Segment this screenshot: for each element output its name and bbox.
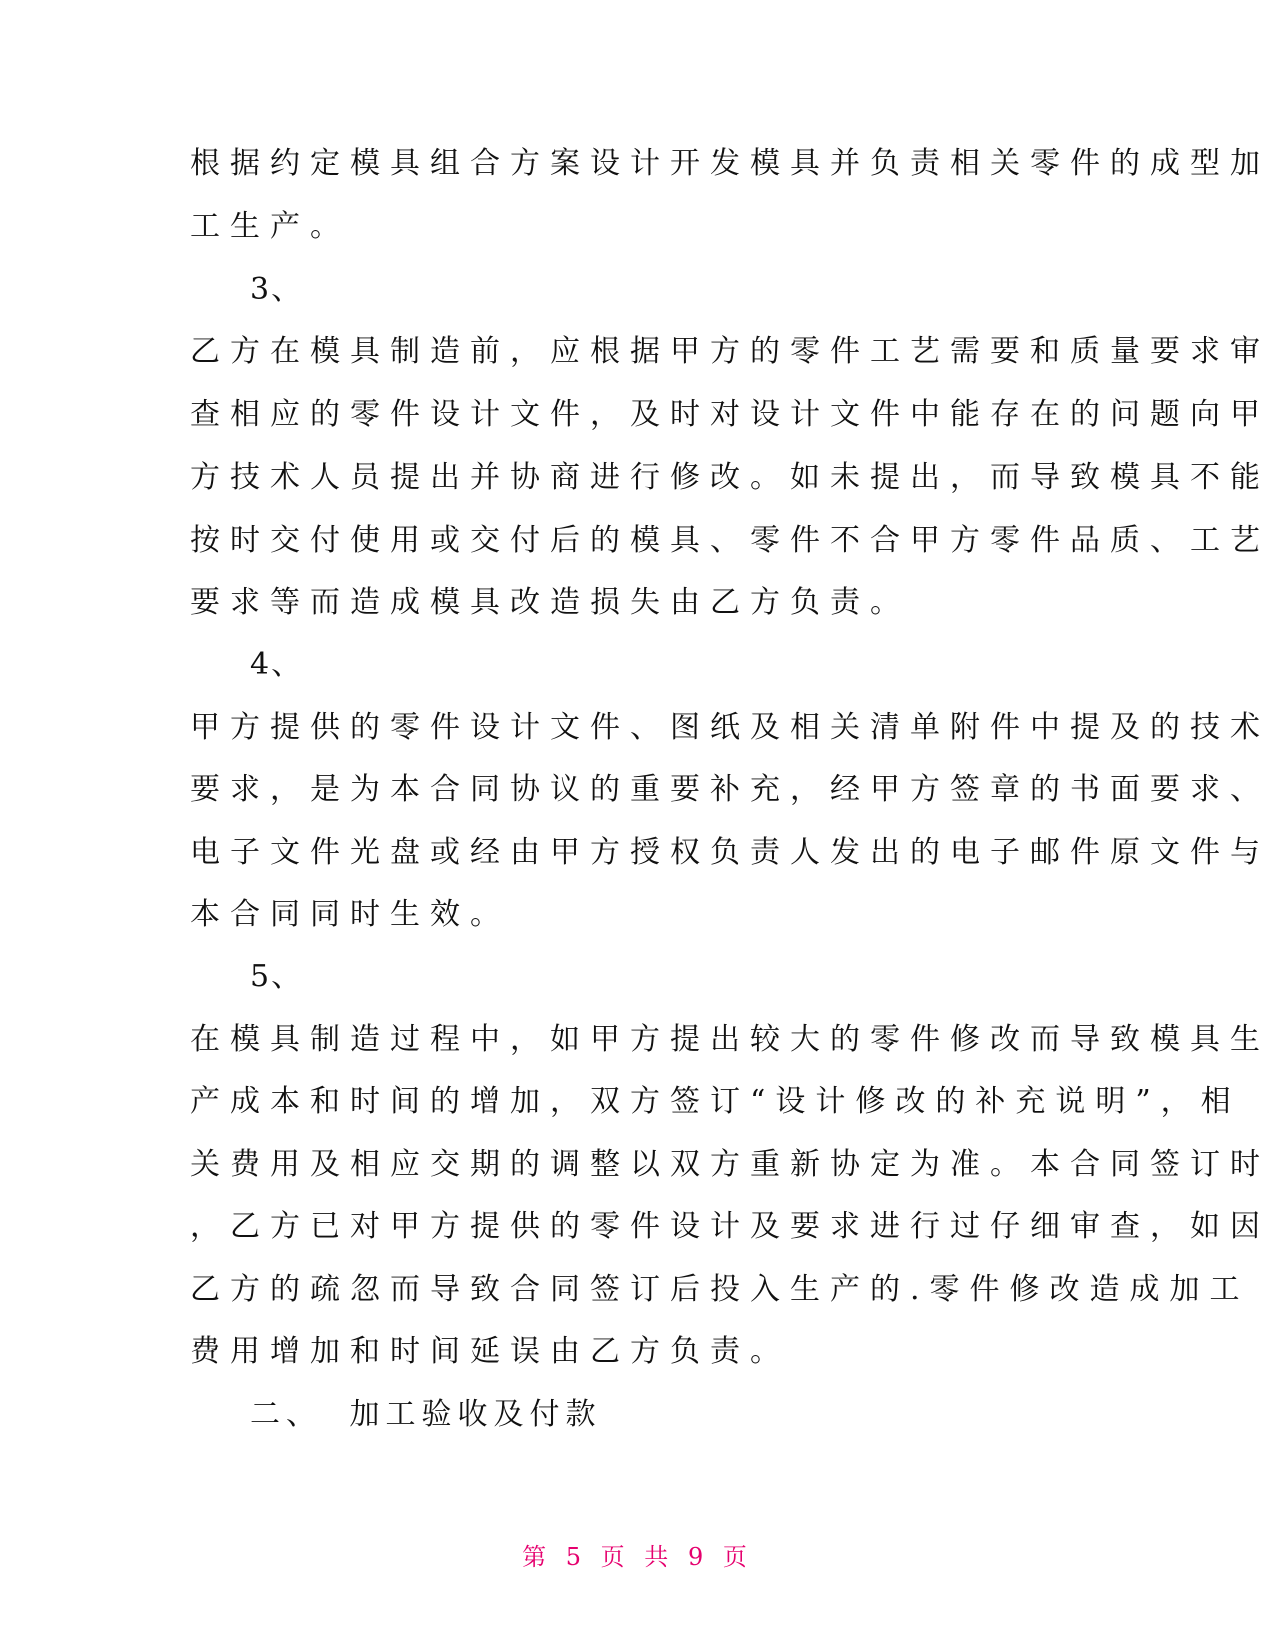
text-line: 查相应的零件设计文件，及时对设计文件中能存在的问题向甲 [190, 397, 1270, 432]
text-line: 乙方的疏忽而导致合同签订后投入生产的.零件修改造成加工 [190, 1272, 1250, 1307]
text-line: 本合同同时生效。 [190, 897, 510, 932]
text-line: 要求等而造成模具改造损失由乙方负责。 [190, 585, 910, 620]
text-line: 电子文件光盘或经由甲方授权负责人发出的电子邮件原文件与 [190, 835, 1270, 870]
page-number-footer: 第 5 页 共 9 页 [522, 1543, 753, 1571]
clause-number: 5、 [250, 959, 304, 994]
section-heading: 二、 加工验收及付款 [250, 1397, 602, 1432]
text-line: 按时交付使用或交付后的模具、零件不合甲方零件品质、工艺 [190, 523, 1270, 558]
text-line: 在模具制造过程中，如甲方提出较大的零件修改而导致模具生 [190, 1022, 1270, 1057]
text-line: 要求，是为本合同协议的重要补充，经甲方签章的书面要求、 [190, 772, 1270, 807]
clause-number: 4、 [250, 647, 304, 682]
text-line: 甲方提供的零件设计文件、图纸及相关清单附件中提及的技术 [190, 710, 1270, 745]
text-line: 产成本和时间的增加，双方签订“设计修改的补充说明”，相 [190, 1084, 1241, 1119]
text-line: 工生产。 [190, 209, 350, 244]
text-line: 关费用及相应交期的调整以双方重新协定为准。本合同签订时 [190, 1147, 1270, 1182]
text-line: 费用增加和时间延误由乙方负责。 [190, 1334, 790, 1369]
text-line: ，乙方已对甲方提供的零件设计及要求进行过仔细审查，如因 [190, 1209, 1270, 1244]
text-line: 根据约定模具组合方案设计开发模具并负责相关零件的成型加 [190, 146, 1270, 181]
text-line: 乙方在模具制造前，应根据甲方的零件工艺需要和质量要求审 [190, 334, 1270, 369]
clause-number: 3、 [250, 272, 304, 307]
text-line: 方技术人员提出并协商进行修改。如未提出，而导致模具不能 [190, 460, 1270, 495]
